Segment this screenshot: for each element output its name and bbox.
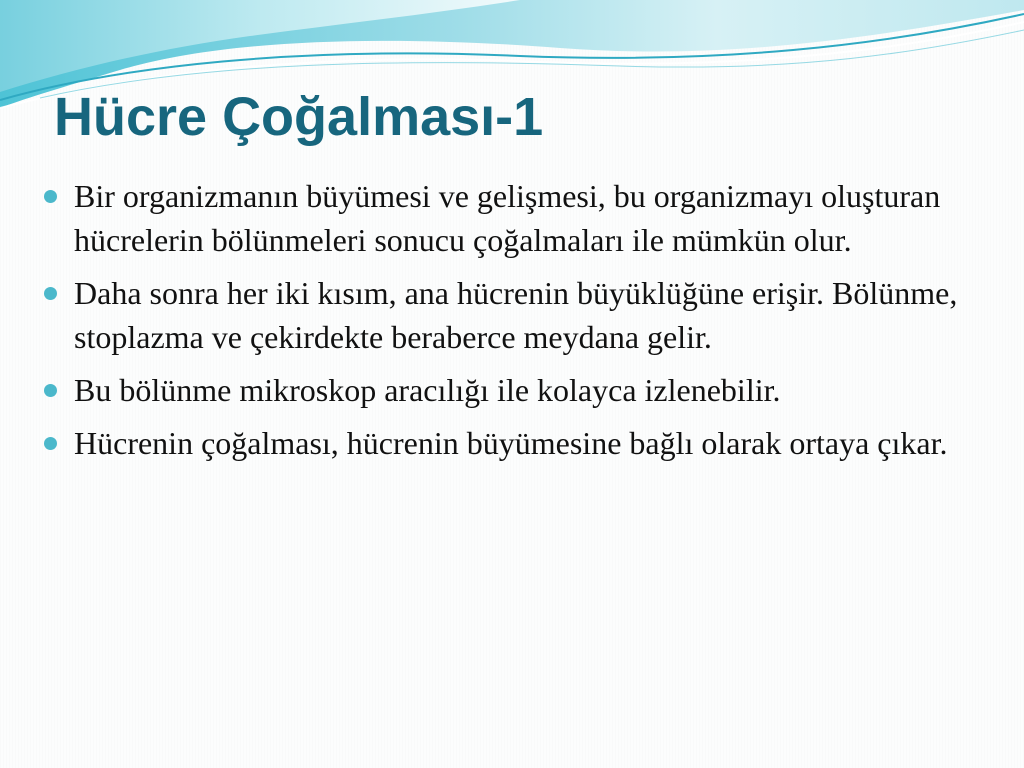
bullet-dot-icon [44, 384, 57, 397]
bullet-text: Bu bölünme mikroskop aracılığı ile kolayca izlenebilir. [74, 372, 781, 408]
bullet-item [40, 271, 970, 359]
slide-title: Hücre Çoğalması-1 [54, 87, 544, 147]
bullet-list [40, 174, 970, 474]
bullet-text: Hücrenin çoğalması, hücrenin büyümesine bağlı olarak ortaya çıkar. [74, 425, 948, 461]
bullet-dot-icon [44, 437, 57, 450]
bullet-dot-icon [44, 287, 57, 300]
bullet-text: Bir organizmanın büyümesi ve gelişmesi, bu organizmayı oluşturan hücrelerin bölünmeleri sonucu çoğalmaları ile mümkün olur. [74, 178, 941, 258]
bullet-dot-icon [44, 190, 57, 203]
bullet-text: Daha sonra her iki kısım, ana hücrenin büyüklüğüne erişir. Bölünme, stoplazma ve çekirdekte beraberce meydana gelir. [74, 275, 958, 355]
bullet-item [40, 368, 970, 412]
bullet-item [40, 174, 970, 262]
bullet-item [40, 421, 970, 465]
